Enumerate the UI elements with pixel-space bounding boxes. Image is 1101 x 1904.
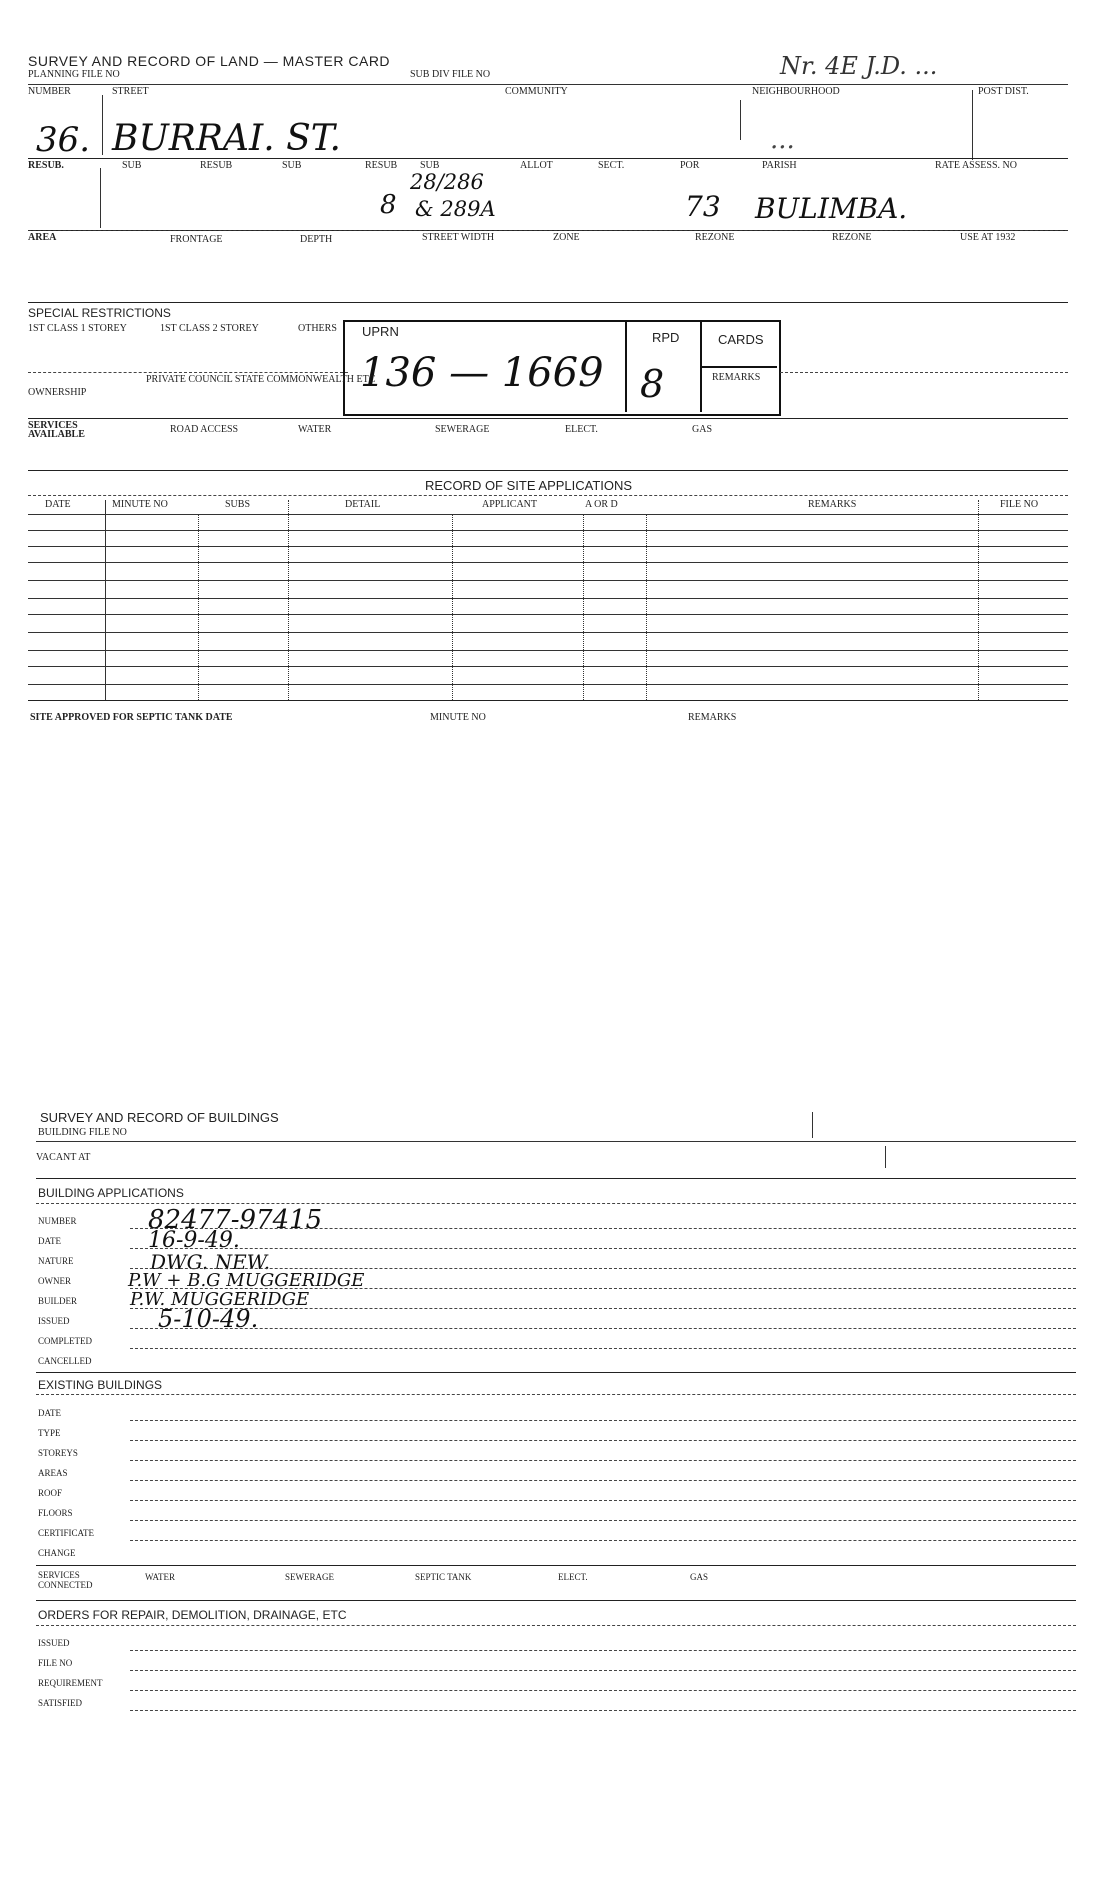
app-row-label: DATE xyxy=(38,1236,61,1246)
service-water: WATER xyxy=(298,424,332,435)
sub-value-1: 28/286 xyxy=(410,170,484,194)
app-row-value: 5-10-49. xyxy=(158,1305,259,1333)
app-row-label: CANCELLED xyxy=(38,1356,92,1366)
ownership-label: OWNERSHIP xyxy=(28,387,87,398)
resub-value: 8 xyxy=(380,190,397,220)
street-value: BURRAI. ST. xyxy=(112,118,341,159)
app-row-label: BUILDER xyxy=(38,1296,77,1306)
rezone-label-1: REZONE xyxy=(695,232,735,243)
street-width-label: STREET WIDTH xyxy=(422,232,495,243)
connected-sewerage: SEWERAGE xyxy=(285,1572,334,1582)
app-row-label: NUMBER xyxy=(38,1216,77,1226)
septic-remarks-label: REMARKS xyxy=(688,712,737,723)
por-label: POR xyxy=(680,160,700,171)
depth-label: DEPTH xyxy=(300,234,333,245)
ownership-options: PRIVATE COUNCIL STATE COMMONWEALTH ETC xyxy=(146,374,376,385)
zone-label: ZONE xyxy=(553,232,580,243)
septic-minute-label: MINUTE NO xyxy=(430,712,486,723)
community-label: COMMUNITY xyxy=(505,86,568,97)
special-restrictions-label: SPECIAL RESTRICTIONS xyxy=(28,306,171,320)
existing-row-label: CHANGE xyxy=(38,1548,76,1558)
col-file-no: FILE NO xyxy=(1000,499,1039,510)
orders-title: ORDERS FOR REPAIR, DEMOLITION, DRAINAGE, ETC xyxy=(38,1608,347,1622)
rpd-label: RPD xyxy=(652,330,680,345)
app-row-label: COMPLETED xyxy=(38,1336,92,1346)
orders-row-label: REQUIREMENT xyxy=(38,1678,103,1688)
uprn-value: 136 — 1669 xyxy=(360,350,604,396)
vacant-at-label: VACANT AT xyxy=(36,1152,91,1163)
existing-row-label: DATE xyxy=(38,1408,61,1418)
connected-gas: GAS xyxy=(690,1572,709,1582)
others-label: OTHERS xyxy=(298,323,337,334)
col-a-or-d: A OR D xyxy=(585,499,618,510)
app-row-value: DWG. NEW. xyxy=(150,1250,271,1274)
stamp-remarks-label: REMARKS xyxy=(712,372,761,383)
existing-row-label: FLOORS xyxy=(38,1508,73,1518)
orders-row-label: SATISFIED xyxy=(38,1698,83,1708)
sub-div-file-label: SUB DIV FILE NO xyxy=(410,69,491,80)
connected-elect: ELECT. xyxy=(558,1572,588,1582)
septic-tank-label: SITE APPROVED FOR SEPTIC TANK DATE xyxy=(30,712,233,723)
existing-row-label: TYPE xyxy=(38,1428,61,1438)
por-value: 73 xyxy=(685,190,721,223)
parish-label: PARISH xyxy=(762,160,797,171)
number-label: NUMBER xyxy=(28,86,71,97)
street-label: STREET xyxy=(112,86,149,97)
col-date: DATE xyxy=(45,499,71,510)
number-value: 36. xyxy=(36,120,91,160)
building-file-label: BUILDING FILE NO xyxy=(38,1127,127,1138)
app-row-value: P.W. MUGGERIDGE xyxy=(130,1289,310,1310)
area-label: AREA xyxy=(28,232,57,243)
land-card-title: SURVEY AND RECORD OF LAND — MASTER CARD xyxy=(28,53,391,69)
col-applicant: APPLICANT xyxy=(482,499,538,510)
resub-label-3: RESUB xyxy=(365,160,398,171)
uprn-label: UPRN xyxy=(362,324,399,339)
rate-assess-label: RATE ASSESS. NO xyxy=(935,160,1017,171)
services-connected-label: SERVICES CONNECTED xyxy=(38,1570,93,1590)
service-sewerage: SEWERAGE xyxy=(435,424,490,435)
app-row-label: OWNER xyxy=(38,1276,71,1286)
connected-septic-tank: SEPTIC TANK xyxy=(415,1572,472,1582)
service-gas: GAS xyxy=(692,424,713,435)
col-minute-no: MINUTE NO xyxy=(112,499,168,510)
col-remarks: REMARKS xyxy=(808,499,857,510)
existing-row-label: STOREYS xyxy=(38,1448,78,1458)
top-right-handwriting: Nr. 4E J.D. ... xyxy=(780,52,938,80)
resub-label-2: RESUB xyxy=(200,160,233,171)
sub-label-1: SUB xyxy=(122,160,142,171)
rezone-label-2: REZONE xyxy=(832,232,872,243)
orders-row-label: ISSUED xyxy=(38,1638,70,1648)
neighbourhood-value: ... xyxy=(770,125,795,155)
sub-label-2: SUB xyxy=(282,160,302,171)
app-row-value: P.W + B.G MUGGERIDGE xyxy=(128,1270,365,1291)
app-row-label: NATURE xyxy=(38,1256,74,1266)
existing-row-label: AREAS xyxy=(38,1468,68,1478)
frontage-label: FRONTAGE xyxy=(170,234,223,245)
building-card-title: SURVEY AND RECORD OF BUILDINGS xyxy=(40,1110,279,1125)
connected-water: WATER xyxy=(145,1572,175,1582)
services-available-label: SERVICES AVAILABLE xyxy=(28,420,85,440)
sub-label-3: SUB xyxy=(420,160,440,171)
post-dist-label: POST DIST. xyxy=(978,86,1029,97)
cards-label: CARDS xyxy=(718,332,764,347)
sect-label: SECT. xyxy=(598,160,625,171)
app-row-label: ISSUED xyxy=(38,1316,70,1326)
service-road-access: ROAD ACCESS xyxy=(170,424,239,435)
existing-buildings-title: EXISTING BUILDINGS xyxy=(38,1378,163,1392)
app-row-value: 82477-97415 xyxy=(148,1205,323,1235)
planning-file-label: PLANNING FILE NO xyxy=(28,69,120,80)
app-row-value: 16-9-49. xyxy=(148,1228,240,1253)
use-at-1932-label: USE AT 1932 xyxy=(960,232,1016,243)
orders-row-label: FILE NO xyxy=(38,1658,73,1668)
col-detail: DETAIL xyxy=(345,499,381,510)
sub-value-2: & 289A xyxy=(415,197,496,221)
col-subs: SUBS xyxy=(225,499,251,510)
class-2-storey-label: 1ST CLASS 2 STOREY xyxy=(160,323,259,334)
building-applications-title: BUILDING APPLICATIONS xyxy=(38,1186,184,1200)
site-apps-title: RECORD OF SITE APPLICATIONS xyxy=(425,478,633,493)
rpd-value: 8 xyxy=(640,362,665,406)
service-elect: ELECT. xyxy=(565,424,598,435)
allot-label: ALLOT xyxy=(520,160,553,171)
class-1-storey-label: 1ST CLASS 1 STOREY xyxy=(28,323,127,334)
existing-row-label: ROOF xyxy=(38,1488,63,1498)
neighbourhood-label: NEIGHBOURHOOD xyxy=(752,86,840,97)
resub-label-1: RESUB. xyxy=(28,160,64,171)
existing-row-label: CERTIFICATE xyxy=(38,1528,94,1538)
parish-value: BULIMBA. xyxy=(755,192,908,225)
